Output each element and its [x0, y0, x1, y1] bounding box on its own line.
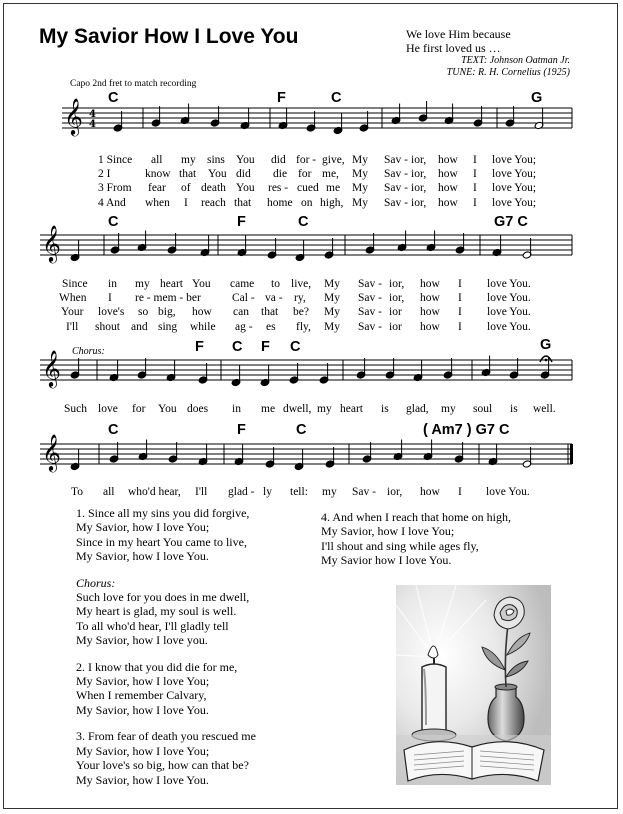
lyric-syllable: 2 I: [98, 168, 111, 181]
lyric-syllable: be?: [293, 306, 309, 319]
lyric-syllable: ior: [389, 320, 402, 333]
lyric-syllable: ior: [389, 306, 402, 319]
lyric-syllable: to: [271, 278, 280, 290]
chord: C: [108, 422, 119, 438]
lyrics-system-2: [0, 278, 623, 335]
lyric-syllable: so: [138, 306, 149, 319]
lyric-syllable: how: [420, 278, 440, 290]
lyric-syllable: I: [458, 292, 462, 305]
lyric-syllable: that: [261, 306, 279, 319]
chord: F: [237, 422, 246, 438]
lyric-line: [0, 154, 623, 168]
lyric-syllable: dwell,: [283, 403, 312, 415]
verse-line: My Savior, how I love You.: [76, 772, 209, 787]
chord: F: [195, 339, 204, 355]
verse-line: To all who'd hear, I'll gladly tell: [76, 618, 229, 633]
verse-line: Such love for you does in me dwell,: [76, 590, 250, 605]
lyric-syllable: in: [232, 403, 241, 415]
lyric-syllable: va -: [265, 292, 283, 305]
lyric-syllable: I: [473, 154, 477, 166]
verse-3: [76, 729, 306, 787]
lyric-syllable: sing: [158, 320, 178, 333]
lyric-syllable: high,: [320, 196, 344, 209]
lyric-syllable: is: [510, 403, 518, 415]
lyric-syllable: Sav -: [384, 168, 408, 181]
chord: C: [108, 90, 119, 106]
verse-line: My Savior, how I love You;: [76, 520, 210, 535]
lyric-syllable: how: [438, 196, 458, 209]
lyric-line: [0, 168, 623, 182]
lyric-syllable: when: [145, 196, 170, 209]
verse-line: Since in my heart You came to live,: [76, 534, 247, 549]
lyric-syllable: fear: [148, 182, 166, 195]
lyric-line: [0, 403, 623, 417]
lyric-syllable: Since: [62, 278, 88, 290]
lyric-syllable: my: [317, 403, 332, 415]
lyric-syllable: Sav -: [384, 182, 408, 195]
lyric-syllable: You: [192, 278, 211, 290]
lyric-syllable: I'll: [195, 486, 208, 498]
lyric-syllable: To: [71, 486, 83, 498]
lyrics-system-4: [0, 486, 623, 500]
treble-clef-icon: 𝄞: [42, 433, 61, 471]
lyric-syllable: You: [236, 182, 255, 195]
text-credit: TEXT: Johnson Oatman Jr.: [461, 55, 570, 66]
chorus-label: Chorus:: [72, 346, 105, 357]
verse-line: I'll shout and sing while ages fly,: [321, 538, 479, 553]
chorus-heading: Chorus:: [76, 575, 116, 590]
verse-line: My Savior, how I love You;: [321, 524, 455, 539]
verses-right-column: [321, 510, 561, 580]
lyric-syllable: My: [324, 320, 340, 333]
lyric-syllable: My: [352, 154, 368, 166]
song-title: My Savior How I Love You: [39, 25, 299, 48]
lyric-syllable: love You;: [492, 168, 537, 181]
chord: C: [296, 422, 307, 438]
verse-line: My heart is glad, my soul is well.: [76, 604, 237, 619]
lyric-syllable: is: [381, 403, 389, 415]
lyric-syllable: You: [208, 168, 227, 181]
treble-clef-icon: 𝄞: [64, 97, 83, 135]
chord: C: [290, 339, 301, 355]
lyric-syllable: soul: [473, 403, 493, 415]
verse-line: My Savior, how I love You.: [76, 702, 209, 717]
lyric-syllable: My: [324, 278, 340, 290]
lyric-syllable: I: [108, 292, 112, 305]
lyric-syllable: who'd hear,: [128, 486, 181, 498]
lyric-syllable: how: [438, 168, 458, 181]
lyric-syllable: love You;: [492, 154, 537, 166]
lyric-syllable: love You.: [487, 292, 531, 305]
final-barline: [570, 444, 573, 464]
lyric-syllable: My: [352, 182, 368, 195]
lyric-syllable: love You.: [487, 278, 531, 290]
lyric-syllable: ior,: [389, 278, 405, 290]
lyric-syllable: love You.: [487, 320, 531, 333]
lyric-syllable: big,: [158, 306, 176, 319]
lyric-syllable: cued: [297, 182, 319, 195]
lyric-syllable: Sav -: [358, 292, 382, 305]
verses-left-column: [76, 506, 306, 799]
lyric-syllable: Your: [61, 306, 84, 319]
lyric-syllable: ior,: [411, 168, 427, 181]
lyric-syllable: I: [458, 486, 462, 498]
verse-line: 4. And when I reach that home on high,: [321, 510, 511, 524]
chord: G7 C: [494, 214, 528, 230]
lyric-syllable: ly: [263, 486, 272, 498]
lyric-syllable: my: [441, 403, 456, 415]
lyric-syllable: that: [179, 168, 197, 181]
lyric-syllable: glad,: [406, 403, 429, 415]
lyric-syllable: fly,: [296, 320, 311, 333]
lyric-syllable: Such: [64, 403, 87, 415]
lyric-line: [0, 486, 623, 500]
verse-line: My Savior, how I love You.: [76, 549, 209, 564]
lyric-syllable: and: [131, 320, 148, 333]
lyric-syllable: love You.: [486, 486, 530, 498]
lyric-syllable: ior,: [411, 154, 427, 166]
lyric-syllable: heart: [160, 278, 183, 290]
lyric-syllable: Cal -: [232, 292, 255, 305]
lyric-syllable: did: [271, 154, 286, 166]
lyric-syllable: ior,: [411, 196, 427, 209]
lyric-line: [0, 197, 623, 211]
lyric-syllable: love You;: [492, 196, 537, 209]
lyric-syllable: 1 Since: [98, 154, 133, 166]
lyric-syllable: came: [230, 278, 255, 290]
lyric-syllable: heart: [340, 403, 363, 415]
lyric-syllable: I: [458, 306, 462, 319]
lyric-line: [0, 306, 623, 320]
lyric-syllable: home: [267, 196, 293, 209]
lyric-syllable: tell:: [290, 486, 308, 498]
lyric-syllable: I: [184, 196, 188, 209]
candle-rose-bible-illustration: [396, 585, 551, 785]
chorus-verse: [76, 576, 306, 648]
lyric-syllable: love You.: [487, 306, 531, 319]
lyric-syllable: can: [233, 306, 249, 319]
chord: C: [331, 90, 342, 106]
verse-1: [76, 506, 306, 564]
lyric-syllable: Sav -: [384, 154, 408, 166]
lyric-syllable: does: [187, 403, 209, 415]
lyric-syllable: My: [352, 196, 368, 209]
chord: F: [277, 90, 286, 106]
lyric-syllable: I: [458, 278, 462, 290]
lyric-syllable: know: [145, 168, 171, 181]
lyric-syllable: all: [103, 486, 115, 498]
lyric-syllable: while: [190, 320, 216, 333]
lyric-syllable: how: [438, 154, 458, 166]
lyric-syllable: My: [324, 306, 340, 319]
verse-line: My Savior, how I love you.: [76, 633, 208, 648]
chord: G: [531, 90, 543, 106]
lyric-syllable: I: [473, 182, 477, 195]
lyric-syllable: in: [108, 278, 117, 290]
lyric-syllable: ior,: [411, 182, 427, 195]
lyric-syllable: I: [458, 320, 462, 333]
lyric-syllable: My: [324, 292, 340, 305]
lyric-syllable: 4 And: [98, 196, 126, 209]
quote-line: We love Him because: [406, 27, 511, 41]
chord: C: [108, 214, 119, 230]
verse-4: [321, 510, 561, 568]
lyric-syllable: I: [473, 196, 477, 209]
lyric-syllable: My: [352, 168, 368, 181]
lyric-syllable: glad -: [228, 486, 255, 498]
lyric-syllable: for -: [296, 154, 317, 166]
lyric-syllable: how: [420, 486, 440, 498]
lyric-syllable: how: [192, 306, 212, 319]
lyric-syllable: did: [236, 168, 251, 181]
lyric-syllable: me: [326, 182, 341, 195]
lyric-syllable: Sav -: [358, 320, 382, 333]
time-signature: 4: [89, 119, 96, 130]
lyric-syllable: I: [473, 168, 477, 181]
lyric-syllable: Sav -: [358, 278, 382, 290]
lyric-syllable: ry,: [294, 292, 306, 305]
lyric-syllable: me: [261, 403, 276, 415]
lyric-syllable: death: [201, 182, 226, 195]
tune-credit: TUNE: R. H. Cornelius (1925): [446, 67, 570, 78]
verse-line: My Savior how I love You.: [321, 553, 452, 568]
lyric-syllable: ior,: [389, 292, 405, 305]
lyric-syllable: When: [59, 292, 87, 305]
verse-line: 2. I know that you did die for me,: [76, 659, 238, 674]
verse-line: 1. Since all my sins you did forgive,: [76, 506, 250, 520]
treble-clef-icon: 𝄞: [42, 349, 61, 387]
lyric-syllable: sins: [207, 154, 225, 166]
verse-line: When I remember Calvary,: [76, 688, 207, 703]
lyric-syllable: how: [438, 182, 458, 195]
lyric-syllable: 3 From: [98, 182, 132, 195]
lyric-syllable: ag -: [235, 320, 253, 333]
lyric-syllable: me,: [322, 168, 339, 181]
lyric-syllable: on: [301, 196, 313, 209]
chord: C: [232, 339, 243, 355]
lyric-syllable: You: [158, 403, 177, 415]
chord: C: [298, 214, 309, 230]
lyric-syllable: live,: [291, 278, 312, 290]
lyric-syllable: my: [181, 154, 196, 166]
lyric-syllable: reach: [201, 196, 226, 209]
fermata-dot: [545, 359, 548, 362]
lyric-syllable: You: [236, 154, 255, 166]
lyric-syllable: well.: [533, 403, 556, 415]
chord: F: [261, 339, 270, 355]
lyric-syllable: how: [420, 292, 440, 305]
lyric-syllable: Sav -: [358, 306, 382, 319]
verse-line: My Savior, how I love You;: [76, 743, 210, 758]
lyric-syllable: how: [420, 320, 440, 333]
capo-note: Capo 2nd fret to match recording: [70, 79, 197, 89]
lyric-syllable: my: [135, 278, 150, 290]
lyric-syllable: shout: [95, 320, 120, 333]
lyric-line: [0, 182, 623, 196]
verse-line: Your love's so big, how can that be?: [76, 758, 249, 773]
lyric-syllable: give,: [322, 154, 345, 166]
lyric-syllable: es: [266, 320, 276, 333]
chord: F: [237, 214, 246, 230]
lyric-syllable: love's: [98, 306, 125, 319]
lyric-syllable: re - mem - ber: [135, 292, 201, 305]
lyric-syllable: die: [273, 168, 288, 181]
lyric-line: [0, 292, 623, 306]
quote-line: He first loved us …: [406, 41, 501, 55]
chord: G: [540, 337, 552, 353]
lyric-syllable: ior,: [387, 486, 403, 498]
verse-line: My Savior, how I love You;: [76, 674, 210, 689]
lyric-syllable: of: [181, 182, 191, 195]
lyric-syllable: love You;: [492, 182, 537, 195]
lyric-syllable: my: [322, 486, 337, 498]
lyrics-system-1: [0, 154, 623, 211]
lyric-syllable: all: [151, 154, 163, 166]
lyric-syllable: res -: [268, 182, 289, 195]
time-signature: 4: [89, 109, 96, 120]
lyric-syllable: for: [298, 168, 312, 181]
lyric-syllable: Sav -: [384, 196, 408, 209]
lyric-syllable: that: [234, 196, 252, 209]
lyrics-system-3: [0, 403, 623, 417]
lyric-syllable: for: [132, 403, 146, 415]
verse-line: 3. From fear of death you rescued me: [76, 729, 256, 744]
lyric-syllable: I'll: [66, 320, 79, 333]
lyric-line: [0, 278, 623, 292]
chord: ( Am7 ) G7 C: [423, 422, 510, 438]
lyric-syllable: Sav -: [352, 486, 376, 498]
verse-2: [76, 660, 306, 718]
lyric-syllable: love: [98, 403, 118, 415]
lyric-syllable: how: [420, 306, 440, 319]
lyric-line: [0, 321, 623, 335]
treble-clef-icon: 𝄞: [42, 224, 61, 262]
